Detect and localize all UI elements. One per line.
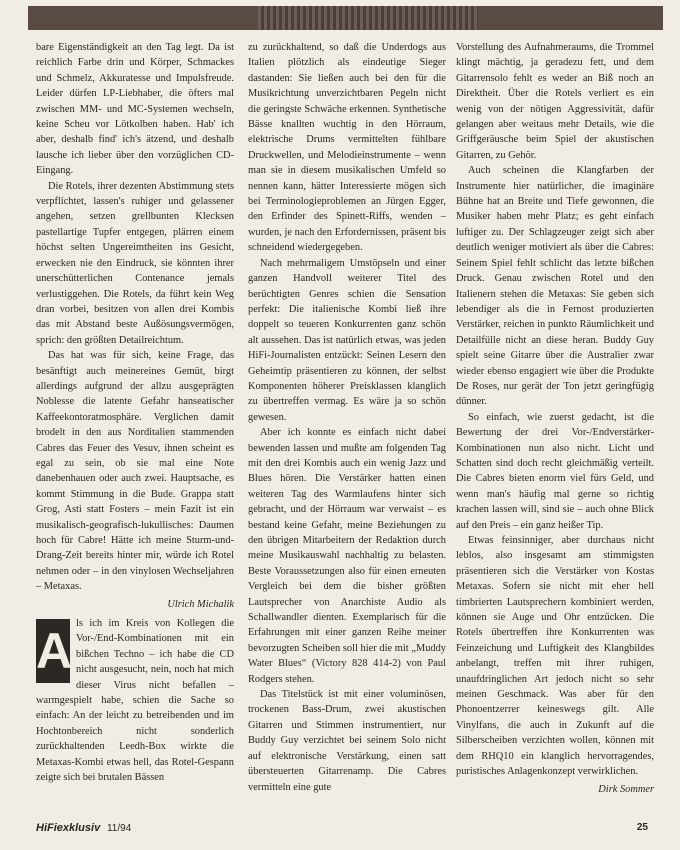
paragraph: Das Titelstück ist mit einer voluminösen, trockenen Bass-Drum, zwei akustischen Gitarren und Stimmen instrumentiert, nur Buddy Guy verzichtet bei seinem Solo nicht auf elektronische Verstärkung, einen satt übersteuerten Gitarrenamp. Die Cabres vermitteln eine gute bbox=[248, 689, 446, 793]
paragraph bbox=[36, 616, 234, 785]
paragraph: Auch scheinen die Klangfarben der Instrumente hier natürlicher, die imaginäre Bühne hat an Breite und Tiefe gewonnen, die Musiker haben mehr Platz; es geht einfach luftiger zu. Der Schlagzeuger zeigt sich aber deutlich weniger motiviert als über die Cabres: Seinem Spiel fehlt schlicht das letzte bißchen Druck. Genau zwischen Rotel und den Italienern stehen die Metaxas: Sie geben sich lebendiger als die in Fernost produzierten Verstärker, reichen in punkto Räumlichkeit und Detailfülle nicht an diese heran. Buddy Guy spielt seine Gitarre über die Australier zwar wieder ebenso engagiert wie über die Produkte De Roses, nur gerät der Ton jetzt geringfügig dünner. bbox=[456, 165, 654, 408]
page-number: 25 bbox=[636, 822, 648, 833]
issue-number: 11/94 bbox=[106, 823, 132, 834]
header-texture bbox=[258, 6, 478, 30]
text-column-2 bbox=[248, 40, 446, 795]
paragraph: bare Eigenständigkeit an den Tag legt. Da ist reichlich Farbe drin und Körper, Schmackes und Schmelz, Akkuratesse und Impulsfreude. Leider dürfen LP-Liebhaber, die öfters mal zwischen MM- und MC-Systemen wechseln, keine Scheu vor Lötkolben haben. Hab' ich aber, deshalb find' ich's ätzend, und deshalb lausche ich lieber über den vorzüglichen CD-Eingang. bbox=[36, 42, 234, 177]
paragraph: Das hat was für sich, keine Frage, das besänftigt auch meinereines Gemüt, birgt allerdings aufgrund der allzu ausgeprägten Noblesse die latente Gefahr hanseatischer Kaffeekontoratmosphäre. Verglichen damit brodelt in den aus Norditalien stammenden Cabres das Feuer des Vesuv, ihnen scheint es egal zu sein, ob sie mal eine Note danebenhauen oder auch zwei. Hauptsache, es kommt Stimmung in die Bude. Grappa statt Grog, Asti statt Fosters – mein Fazit ist ein musikalisch-geografisch-lukullisches: Daumen hoch für Cabre! Hätte ich meine Sturm-und-Drang-Zeit bereits hinter mir, würde ich Rotel nehmen oder – in den vinylosen Wechseljahren – Metaxas. bbox=[36, 350, 234, 593]
paragraph: zu zurückhaltend, so daß die Underdogs aus Italien plötzlich als eindeutige Sieger dastanden: Sie ließen auch bei den für die Musikrichtung unverzichtbaren Pegeln nicht die geringste Schwäche erkennen. Synthetische Bässe knallten wuchtig in den Hörraum, elektrische Drums vermittelten fühlbare Druckwellen, und Melodieinstrumente – wenn man sie in diesem musikalischen Umfeld so nennen kann, hätter Interessierte mögen sich bei Terminologieproblemen an Jürgen Egger, den Erfinder des Spinett-Riffs, wenden – wurden, je nach den Erfordernissen, präsent bis schneidend wiedergegeben. bbox=[248, 42, 446, 254]
text-column-1 bbox=[36, 40, 234, 786]
paragraph: So einfach, wie zuerst gedacht, ist die Bewertung der drei Vor-/Endverstärker-Kombinationen nun also nicht. Licht und Schatten sind doch recht gleichmäßig verteilt. Die Cabres bieten enorm viel fürs Geld, und wenn man's häufig mal gerne so richtig krachen lassen will, sind sie – auch ohne Blick auf den Preis – ein ganz heißer Tip. bbox=[456, 411, 654, 531]
paragraph: Aber ich konnte es einfach nicht dabei bewenden lassen und mußte am folgenden Tag mit den drei Kombis auch ein wenig Jazz und Blues hören. Die Verstärker hatten einen weiteren Tag des Warmlaufens hinter sich gebracht, und der Hörraum war verwaist – es bestand keine Gefahr, meine Beziehungen zu den übrigen Mitarbeitern der Redaktion durch meine Musikauswahl nachhaltig zu belasten. Beste Voraussetzungen also für einen erneuten Vergleich bei dem die bisher größten Lautsprecher von Anarchiste Audio als Schallwandler dienten. Exemplarisch für die Erfahrungen mit einer ganzen Reihe meiner bevorzugten Scheiben soll hier die mit „Muddy Water Blues“ (Victory 828 414-2) von Paul Rodgers stehen. bbox=[248, 427, 446, 685]
text-column-3 bbox=[456, 40, 654, 801]
paragraph: Die Rotels, ihrer dezenten Abstimmung stets verpflichtet, lassen's ruhiger und gelassener angehen, setzen grellbunten Klecksen pastellartige Tupfer entgegen, plärren einem höchst selten Ungereimtheiten ins Gesicht, erwecken nie den Eindruck, sie könnten ihrer unerschütterlichen Contenance jemals verlustiggehen. Die Rotels, da führt kein Weg dran vorbei, besitzen von allen drei Kombis das mit Abstand beste Außösungsvermögen, sprich: den größten Detailreichtum. bbox=[36, 180, 234, 346]
paragraph-text: ls ich im Kreis von Kollegen die Vor-/End-Kombinationen mit ein bißchen Techno – ich habe die CD nicht ausgesucht, nein, noch hat mich dieser Virus nicht befallen – warmgespielt habe, schien die Sache so einfach: An der leicht zu betreibenden und im Hochtonbereich nicht sonderlich zurückhaltenden Leedh-Box wirkte die Metaxas-Kombi etwas hell, das Rotel-Gespann zeigte sich bei brutalen Bässen bbox=[36, 618, 234, 784]
page-footer bbox=[36, 822, 666, 838]
paragraph: Nach mehrmaligem Umstöpseln und einer ganzen Handvoll weiterer Titel des berüchtigten Genres schien die Sensation perfekt: Die italienische Kombi ließ ihre doppelt so teueren Konkurrenten ganz schön alt aussehen. Das ist natürlich etwas, was jeden HiFi-Journalisten entzückt: Seinen Lesern den Geheimtip präsentieren zu können, der selbst Komponenten höherer Preisklassen klanglich zu übertreffen vermag. Es wäre ja so schön gewesen. bbox=[248, 257, 446, 423]
author-signature: Ulrich Michalik bbox=[167, 598, 234, 610]
paragraph: Etwas feinsinniger, aber durchaus nicht leblos, also insgesamt am stimmigsten präsentieren sich die Verstärker von Kostas Metaxas. Sofern sie nicht mit eher hell timbrierten Lautsprechern kombiniert werden, können sie Auge und Ohr entzücken. Die Rotels übertreffen ihre Konkurrenten was Feinzeichung und Luftigkeit des Klangbildes anbelangt, treffen mit ihrer ruhigen, unaufdringlichen Art jedoch nicht so sehr meinen Geschmack. Was aber für den Phonoentzerrer keineswegs gilt. Alle Vinylfans, die auch in Zukunft auf die Silberscheiben verzichten wollen, können mit dem RHQ10 ein klanglich hervorragendes, puristisches Anlagenkonzept verwirklichen. bbox=[456, 535, 654, 778]
magazine-logo: HiFiexklusiv bbox=[36, 822, 101, 834]
drop-cap: A bbox=[36, 619, 70, 683]
paragraph: Vorstellung des Aufnahmeraums, die Trommel klingt mächtig, ja geradezu fett, und dem Gitarrensolo fehlt es weder an Biß noch an Direktheit. Über die Rotels verliert es ein wenig von der nötigen Aggressivität, dafür gelangen aber weitaus mehr Details, wie die Griffgeräusche beim Spiel der akustischen Gitarren, zu Gehör. bbox=[456, 42, 654, 161]
header-bar bbox=[28, 6, 663, 30]
author-signature: Dirk Sommer bbox=[598, 783, 654, 795]
